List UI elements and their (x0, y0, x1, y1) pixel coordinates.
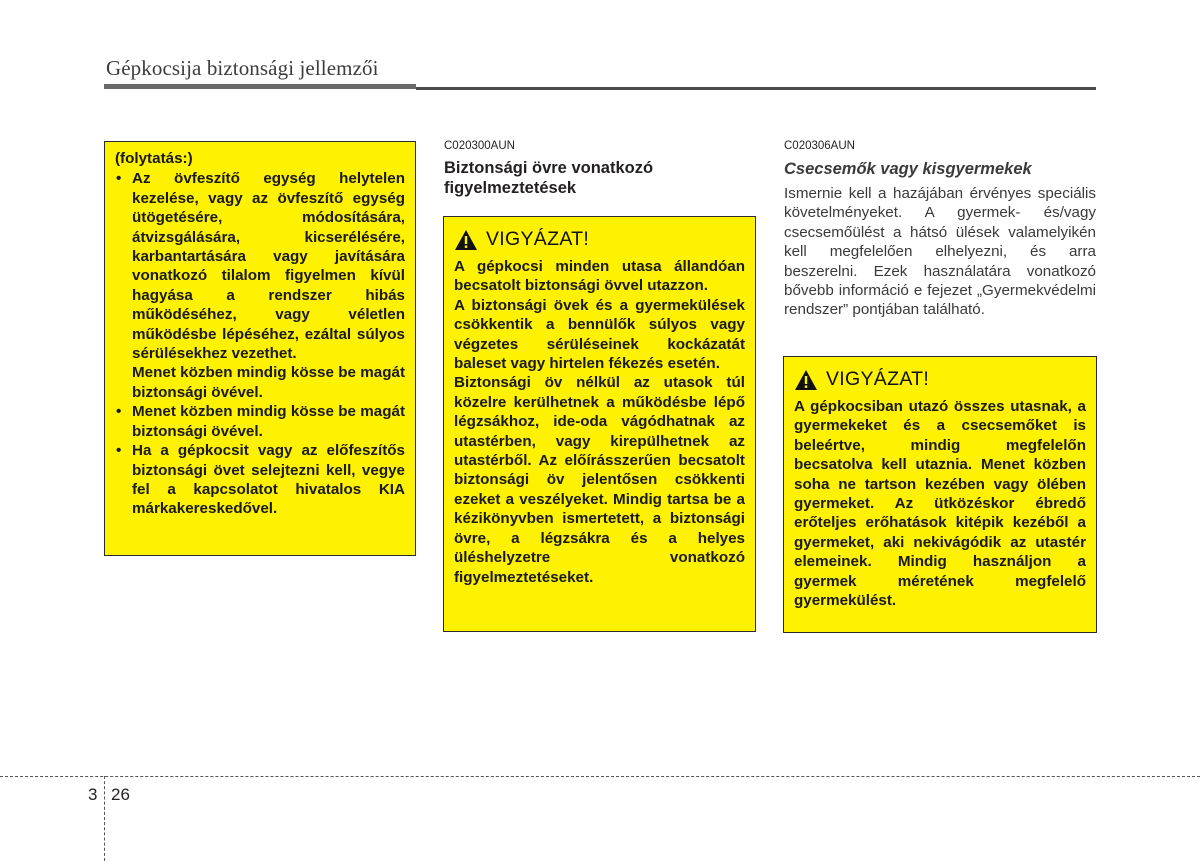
warning-title: VIGYÁZAT! (826, 368, 930, 391)
page-number: 26 (111, 785, 130, 804)
section-heading: Biztonsági övre vonatkozó figyelmeztetések (444, 159, 654, 197)
bullet-continuation: Menet közben mindig kösse be magát biztonsági övével. (132, 364, 405, 401)
chapter-number: 3 (88, 785, 98, 804)
footer-divider (104, 776, 105, 861)
warning-triangle-icon (454, 229, 478, 251)
warning-header (454, 229, 745, 251)
header-rule-dark (104, 84, 416, 89)
page-title: Gépkocsija biztonsági jellemzői (106, 56, 379, 80)
bullet-dot: • (116, 170, 122, 188)
continued-warning-box (104, 141, 416, 556)
warning-paragraph: A gépkocsiban utazó összes utasnak, a gyermekeket és a csecsemőket is beleértve, mindig megfelelőn becsatolva kell utaznia. Menet közben soha ne tartson kezében vagy ölében gyermeket. Az ütközéskor ébredő erőteljes erőhatások kitépik kezéből a gyermeket, aki nekivágódik az utastér elemeinek. Mindig használjon a gyermek méretének megfelelő gyermekülést. (794, 398, 1086, 610)
warning-paragraph: A biztonsági övek és a gyermekülések csökkentik a bennülők súlyos vagy végzetes sérüléseinek kockázatát baleset vagy hirtelen fékezés esetén. (454, 296, 745, 373)
bullet-dot: • (116, 403, 122, 421)
continuation-label: (folytatás:) (115, 150, 193, 167)
seatbelt-warning-box (443, 216, 756, 632)
bullet-dot: • (116, 442, 122, 460)
warning-triangle-icon (794, 369, 818, 391)
warning-paragraph: Biztonsági öv nélkül az utasok túl közelre kerülhetnek a működésbe lépő légzsákhoz, ide-oda vágódhatnak az utastérben, vagy kirepülhetnek az utastérből. Az előírásszerűen becsatolt biztonsági öv jelentősen csökkenti ezeket a veszélyeket. Mindig tartsa be a kézikönyvben ismertetett, a biztonsági övre, a légzsákra és a helyes üléshelyzetre vonatkozó figyelmeztetéseket. (454, 374, 745, 586)
bullet-item: • Az övfeszítő egység helytelen kezelése, vagy az övfeszítő egység ütögetésére, módosítására, átvizsgálására, kicserélésére, karbantartására vagy javítására vonatkozó tilalom figyelmen kívül hagyása a rendszer hibás működéséhez, vagy véletlen működésbe lépéséhez, ezáltal súlyos sérülésekhez vezethet. (116, 170, 405, 363)
warning-title: VIGYÁZAT! (486, 228, 590, 251)
bullet-item: • Menet közben mindig kösse be magát biztonsági övével. (116, 403, 405, 440)
section-code: C020300AUN (444, 140, 515, 152)
header-rule (416, 87, 1096, 90)
warning-paragraph: A gépkocsi minden utasa állandóan becsatolt biztonsági övvel utazzon. (454, 258, 745, 295)
warning-header (794, 369, 1086, 391)
section-heading: Csecsemők vagy kisgyermekek (784, 160, 1032, 178)
body-text: Ismernie kell a hazájában érvényes speciális követelményeket. A gyermek- és/vagy csecsemőülést a hátsó ülések valamelyikén kell megfelelően elhelyezni, és arra beszerelni. Ezek használatára vonatkozó bővebb információ e fejezet „Gyermekvédelmi rendszer” pontjában található. (784, 185, 1096, 319)
bullet-item: • Ha a gépkocsit vagy az előfeszítős biztonsági övet selejtezni kell, vegye fel a kapcsolatot hivatalos KIA márkakereskedővel. (116, 442, 405, 518)
footer-rule (0, 776, 1200, 777)
child-warning-box (783, 356, 1097, 633)
section-code: C020306AUN (784, 140, 855, 152)
